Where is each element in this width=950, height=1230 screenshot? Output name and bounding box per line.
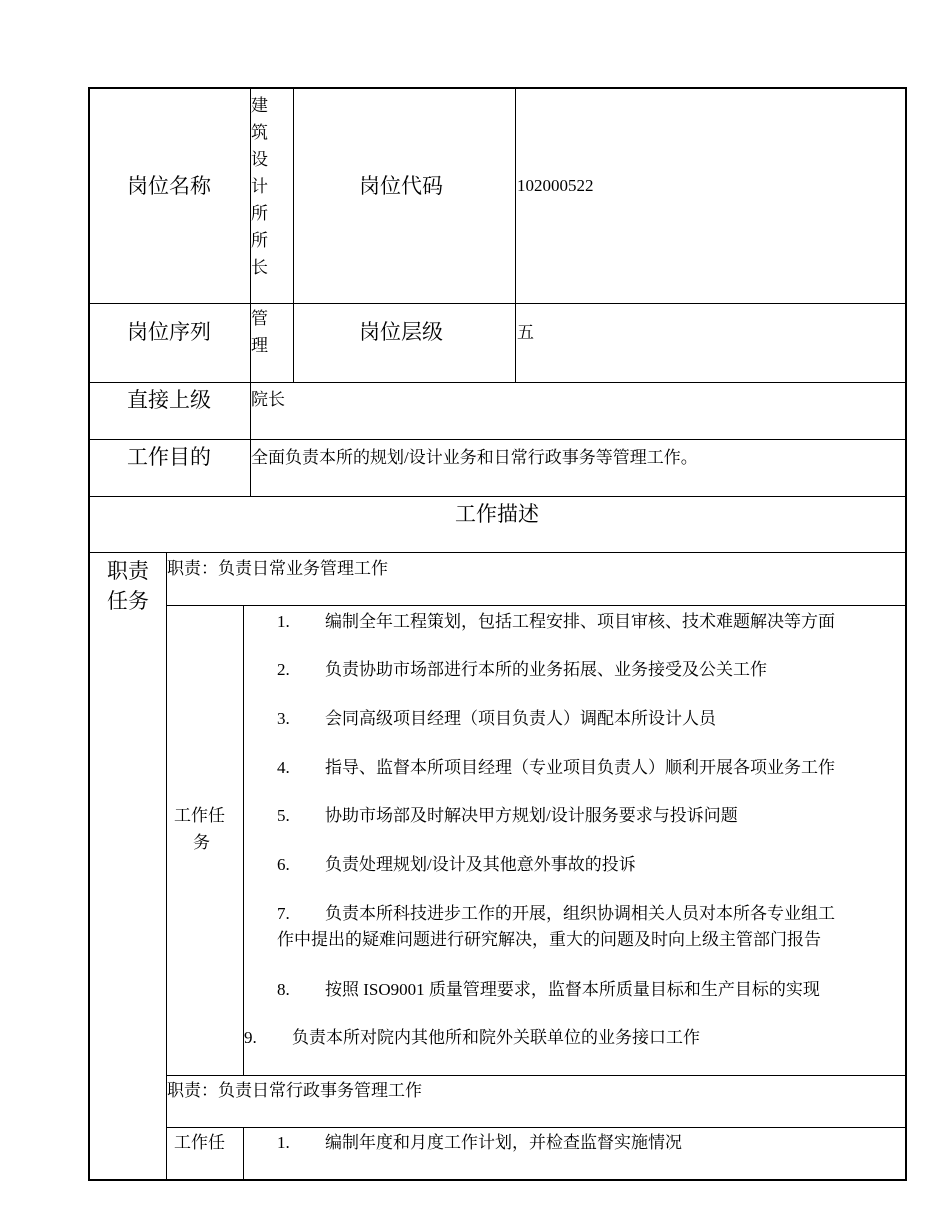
duty-tasks-label-line1: 职责 xyxy=(107,559,149,583)
task-number: 1. xyxy=(277,1133,290,1152)
work-purpose-label: 工作目的 xyxy=(127,445,211,469)
task-item xyxy=(277,803,738,829)
task-number: 5. xyxy=(277,806,290,825)
task-number: 7. xyxy=(277,904,290,923)
duty-2-title: 职责：负责日常行政事务管理工作 xyxy=(167,1081,422,1100)
task-number: 6. xyxy=(277,855,290,874)
direct-superior-label: 直接上级 xyxy=(127,388,211,412)
task-text: 负责协助市场部进行本所的业务拓展、业务接受及公关工作 xyxy=(325,660,767,679)
task-item xyxy=(277,1130,682,1156)
task-text: 编制全年工程策划，包括工程安排、项目审核、技术难题解决等方面 xyxy=(325,612,835,631)
position-code-value: 102000522 xyxy=(517,176,594,195)
task-item xyxy=(277,657,767,683)
duty-1-title: 职责：负责日常业务管理工作 xyxy=(167,559,388,578)
position-name-label: 岗位名称 xyxy=(127,174,211,198)
work-tasks-label-line1: 工作任 xyxy=(174,806,225,825)
task-text: 会同高级项目经理（项目负责人）调配本所设计人员 xyxy=(325,709,716,728)
task-number: 8. xyxy=(277,980,290,999)
work-purpose-value: 全面负责本所的规划/设计业务和日常行政事务等管理工作。 xyxy=(251,448,698,467)
position-code-label: 岗位代码 xyxy=(359,174,443,198)
task-item xyxy=(277,852,636,878)
work-description-heading: 工作描述 xyxy=(455,502,539,526)
work-tasks-label-2: 工作任 xyxy=(174,1133,225,1152)
duty-tasks-label-line2: 任务 xyxy=(107,589,149,613)
task-number: 3. xyxy=(277,709,290,728)
position-level-label: 岗位层级 xyxy=(359,320,443,344)
task-text: 指导、监督本所项目经理（专业项目负责人）顺利开展各项业务工作 xyxy=(325,758,835,777)
task-text: 编制年度和月度工作计划，并检查监督实施情况 xyxy=(325,1133,682,1152)
task-item xyxy=(277,609,835,635)
task-text: 按照 ISO9001 质量管理要求，监督本所质量目标和生产目标的实现 xyxy=(325,980,820,999)
task-text: 负责本所对院内其他所和院外关联单位的业务接口工作 xyxy=(292,1028,700,1047)
position-series-value: 管理 xyxy=(251,309,268,355)
position-series-label: 岗位序列 xyxy=(127,320,211,344)
task-text: 协助市场部及时解决甲方规划/设计服务要求与投诉问题 xyxy=(325,806,738,825)
work-tasks-label-line2: 务 xyxy=(193,833,210,852)
direct-superior-value: 院长 xyxy=(251,390,285,409)
position-level-value: 五 xyxy=(517,323,534,342)
task-number: 9. xyxy=(244,1028,257,1047)
task-number: 1. xyxy=(277,612,290,631)
task-item xyxy=(244,1025,700,1051)
task-item xyxy=(277,755,835,781)
task-item xyxy=(277,706,716,732)
position-name-value: 建筑设计所所长 xyxy=(251,96,268,277)
task-text: 负责处理规划/设计及其他意外事故的投诉 xyxy=(325,855,636,874)
task-item xyxy=(277,901,835,927)
task-item-continuation: 作中提出的疑难问题进行研究解决，重大的问题及时向上级主管部门报告 xyxy=(277,930,821,949)
task-number: 2. xyxy=(277,660,290,679)
task-item xyxy=(277,977,820,1003)
task-text: 负责本所科技进步工作的开展，组织协调相关人员对本所各专业组工 xyxy=(325,904,835,923)
task-number: 4. xyxy=(277,758,290,777)
